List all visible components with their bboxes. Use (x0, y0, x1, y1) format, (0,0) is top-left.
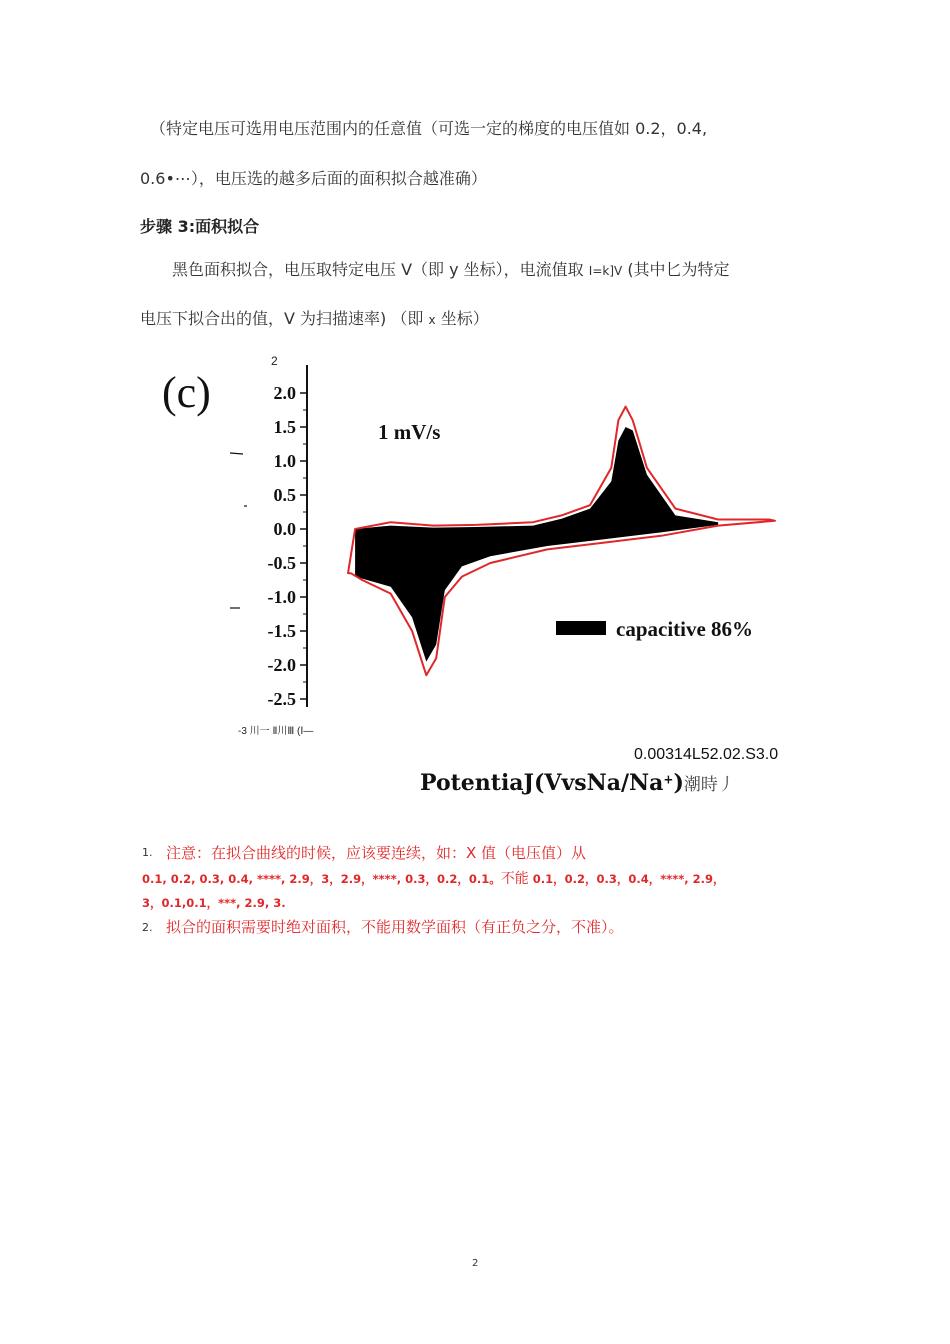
x-axis-label-sup: + (663, 772, 674, 787)
y-tick-label: 0.5 (273, 485, 296, 505)
cv-figure (150, 345, 810, 745)
note-1-sequence-a: 0.1, 0.2, 0.3, 0.4, ****, 2.9，3，2.9，****, 0.3，0.2，0.1。 (142, 872, 501, 886)
step-3-heading: 步骤 3:面积拟合 (140, 217, 260, 236)
y-tick-label: -1.0 (267, 587, 296, 607)
note-1-line-2 (142, 868, 725, 888)
y-tick-label: 2.0 (273, 383, 296, 403)
page-number: 2 (472, 1258, 479, 1269)
x-axis-label-close: ) (673, 770, 684, 796)
y-tick-label: -2.5 (267, 689, 296, 709)
legend-label: capacitive 86% (616, 617, 754, 641)
x-ticks-garbled: 0.00314L52.02.S3.0 (634, 746, 779, 763)
y-tick-label: 1.5 (273, 417, 296, 437)
paragraph-2-x: x (428, 313, 436, 327)
y-tick-label: 0.0 (273, 519, 296, 539)
paragraph-2-text-c: 电压下拟合出的值，V 为扫描速率) (140, 309, 387, 328)
note-1-not: 不能 (500, 871, 529, 887)
x-axis-label-tail: 潮時丿 (683, 775, 735, 795)
note-1-text: 注意：在拟合曲线的时候，应该要连续，如：X 值（电压值）从 (166, 844, 587, 862)
paragraph-1-line-2: 0.6•⋯），电压选的越多后面的面积拟合越准确） (140, 169, 487, 188)
margin-dash (230, 453, 243, 454)
note-1-index: 1. (142, 846, 153, 859)
paragraph-2-text-b: (其中匕为特定 (627, 260, 730, 279)
legend-swatch (556, 621, 606, 635)
note-1-line-3: 3，0.1,0.1，***, 2.9, 3. (142, 896, 286, 910)
paragraph-2-text-e: 坐标） (440, 309, 489, 328)
top-stray-text: 2 (271, 354, 278, 368)
note-1-sequence-b: 0.1，0.2，0.3，0.4，****, 2.9， (528, 872, 725, 886)
x-axis-label (420, 770, 735, 796)
y-tick-label: -1.5 (267, 621, 296, 641)
y-tick-label: -2.0 (267, 655, 296, 675)
paragraph-2-line-2 (140, 306, 489, 329)
cv-chart (150, 345, 810, 745)
paragraph-2-formula: I=k]V (588, 264, 623, 278)
note-2-index: 2. (142, 921, 153, 934)
bottom-garbled-text: -3 川一 Ⅱ川Ⅲ (Ⅰ— (238, 726, 314, 737)
paragraph-1-line-1: （特定电压可选用电压范围内的任意值（可选一定的梯度的电压值如 0.2，0.4, (150, 119, 708, 138)
scan-rate-label: 1 mV/s (378, 420, 441, 444)
x-axis-label-main: PotentiaJ(VvsNa/Na (420, 770, 664, 796)
y-axis-ticks (268, 383, 308, 709)
paragraph-2-text-a: 黑色面积拟合，电压取特定电压 V（即 y 坐标），电流值取 (172, 260, 584, 279)
y-tick-label: -0.5 (267, 553, 296, 573)
note-2-text: 拟合的面积需要时绝对面积，不能用数学面积（有正负之分，不准）。 (166, 918, 624, 936)
y-tick-label: 1.0 (273, 451, 296, 471)
paragraph-2-line-1 (172, 257, 730, 280)
paragraph-2-text-d: （即 (391, 309, 424, 328)
panel-label: (c) (162, 368, 211, 417)
